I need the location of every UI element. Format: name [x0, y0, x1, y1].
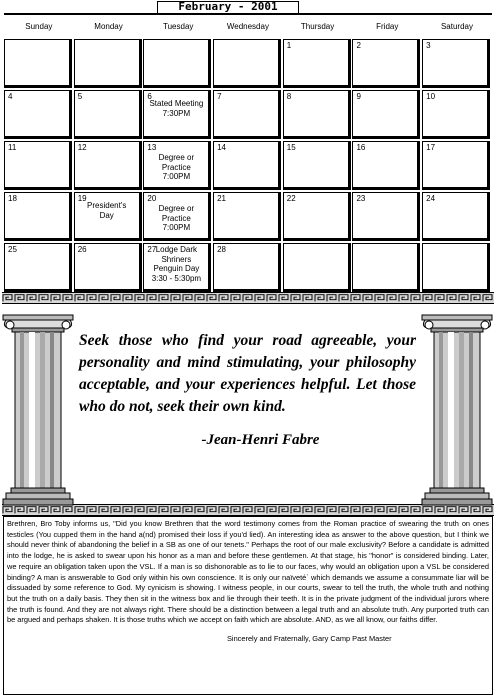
weekday-friday: Friday [376, 22, 399, 31]
day-number: 15 [286, 143, 296, 152]
calendar-day-cell [422, 39, 490, 88]
calendar-day-cell [213, 141, 281, 190]
day-number: 20 [147, 194, 157, 203]
day-number: 10 [426, 92, 436, 101]
day-event: President's Day [87, 201, 127, 220]
day-number: 23 [356, 194, 366, 203]
letter-signature: Sincerely and Fraternally, Gary Camp Past Master [227, 634, 392, 644]
quote-author: -Jean-Henri Fabre [201, 432, 320, 448]
calendar-day-cell [352, 243, 420, 292]
weekday-thursday: Thursday [300, 22, 335, 31]
calendar-week [4, 192, 492, 243]
day-number: 28 [217, 245, 226, 254]
day-number: 7 [217, 92, 222, 101]
calendar-day-cell [74, 141, 142, 190]
calendar-day-cell [422, 192, 490, 241]
day-event: Lodge Dark Shriners Penguin Day 3:30 - 5:30pm [151, 245, 202, 283]
right-column-illustration [421, 314, 493, 506]
calendar-day-cell [213, 90, 281, 139]
calendar-day-cell [422, 243, 490, 292]
day-number: 5 [77, 92, 83, 101]
calendar-week [4, 141, 492, 192]
calendar-day-cell [143, 39, 211, 88]
day-number: 21 [217, 194, 226, 203]
calendar-day-cell [74, 192, 142, 241]
calendar-week [4, 90, 492, 141]
day-number: 16 [356, 143, 366, 152]
greek-key-border-top [2, 292, 494, 304]
calendar-day-cell [74, 243, 142, 292]
calendar-day-cell [352, 39, 420, 88]
day-number: 14 [217, 143, 226, 152]
weekday-monday: Monday [94, 22, 123, 31]
day-number: 27 [147, 245, 157, 254]
calendar-title: February - 2001 [157, 1, 299, 14]
calendar-grid [4, 39, 492, 294]
day-number: 22 [286, 194, 296, 203]
calendar-day-cell [4, 192, 72, 241]
day-number: 4 [8, 92, 13, 101]
left-column-illustration [2, 314, 74, 506]
letter-body: Brethren, Bro Toby informs us, "Did you know Brethren that the word testimony comes from the Roman practice of swearing the truth on ones testicles (You cupped them in the hand a(nd) promised their loss if you'd lied). An interesting idea as answer to the above question, but I think we should never think of abandoning the belief in a SB as one of our tenets." Perhaps the root of our male exclusivity? Before a candidate is admitted into the lodge, he is asked to swear upon his honor as a man and before these gentlemen. At that stage, his "honor" is considered binding. Later, we require an obligation taken upon the VSL. If a man is so dishonorable as to lie to our faces, why would an obligation upon a VSL be considered binding? A man is answerable to God only within his own conscience. It is only our naïveté` which demands we assume a consummate liar will be dissuaded by some reference to God. My cynicism is showing. I witness people, in our courts, swear to tell the truth, the whole truth and nothing but the truth on a daily basis. They then sit in the witness box and lie through their teeth. It is in the private judgment of the individual jurors where the truth is found. And they are not always right. There should be a distinction between a legal truth and an absolute truth. Any purported truth can be argued and perhaps shaken. It is those truths which we accept on faith which are absolute. AND, as we all know, our faiths differ. [7, 519, 489, 625]
weekday-tuesday: Tuesday [163, 22, 194, 31]
day-number: 13 [147, 143, 157, 152]
calendar-day-cell [143, 141, 211, 190]
quote-text: Seek those who find your road agreeable, your personality and mind stimulating, your philosophy acceptable, and your experiences helpful. Let those who do not, seek their own kind. [79, 332, 416, 415]
day-number: 26 [77, 245, 87, 254]
day-number: 12 [77, 143, 87, 152]
letter-box [3, 516, 493, 695]
calendar-day-cell [283, 192, 351, 241]
weekday-wednesday: Wednesday [226, 22, 269, 31]
day-number: 25 [8, 245, 17, 254]
calendar-day-cell [213, 39, 281, 88]
calendar-day-cell [352, 192, 420, 241]
day-number: 11 [8, 143, 17, 152]
day-number: 19 [77, 194, 87, 203]
calendar-day-cell [283, 243, 351, 292]
day-number: 1 [286, 41, 292, 50]
day-number: 18 [8, 194, 17, 203]
calendar-day-cell [74, 39, 142, 88]
quote-panel [74, 318, 420, 502]
calendar-day-cell [4, 141, 72, 190]
weekday-saturday: Saturday [440, 22, 473, 31]
calendar-day-cell [352, 141, 420, 190]
day-event: Stated Meeting 7:30PM [149, 99, 204, 118]
calendar-day-cell [143, 90, 211, 139]
calendar-day-cell [4, 39, 72, 88]
calendar-day-cell [213, 243, 281, 292]
day-number: 3 [426, 41, 431, 50]
day-number: 17 [426, 143, 436, 152]
weekday-header [4, 16, 492, 38]
day-number: 24 [426, 194, 436, 203]
calendar-week [4, 39, 492, 90]
calendar-day-cell [422, 141, 490, 190]
calendar-day-cell [283, 39, 351, 88]
day-number: 2 [356, 41, 361, 50]
day-event: Degree or Practice 7:00PM [158, 204, 195, 232]
calendar-day-cell [4, 90, 72, 139]
calendar-day-cell [283, 90, 351, 139]
calendar-day-cell [143, 192, 211, 241]
calendar-week [4, 243, 492, 294]
calendar-day-cell [213, 192, 281, 241]
day-number: 8 [286, 92, 292, 101]
weekday-sunday: Sunday [25, 22, 53, 31]
calendar-day-cell [422, 90, 490, 139]
day-event: Degree or Practice 7:00PM [158, 153, 195, 181]
calendar-day-cell [4, 243, 72, 292]
calendar-day-cell [74, 90, 142, 139]
calendar-day-cell [352, 90, 420, 139]
day-number: 9 [356, 92, 361, 101]
calendar-day-cell [283, 141, 351, 190]
day-number: 6 [147, 92, 152, 101]
calendar-day-cell [143, 243, 211, 292]
